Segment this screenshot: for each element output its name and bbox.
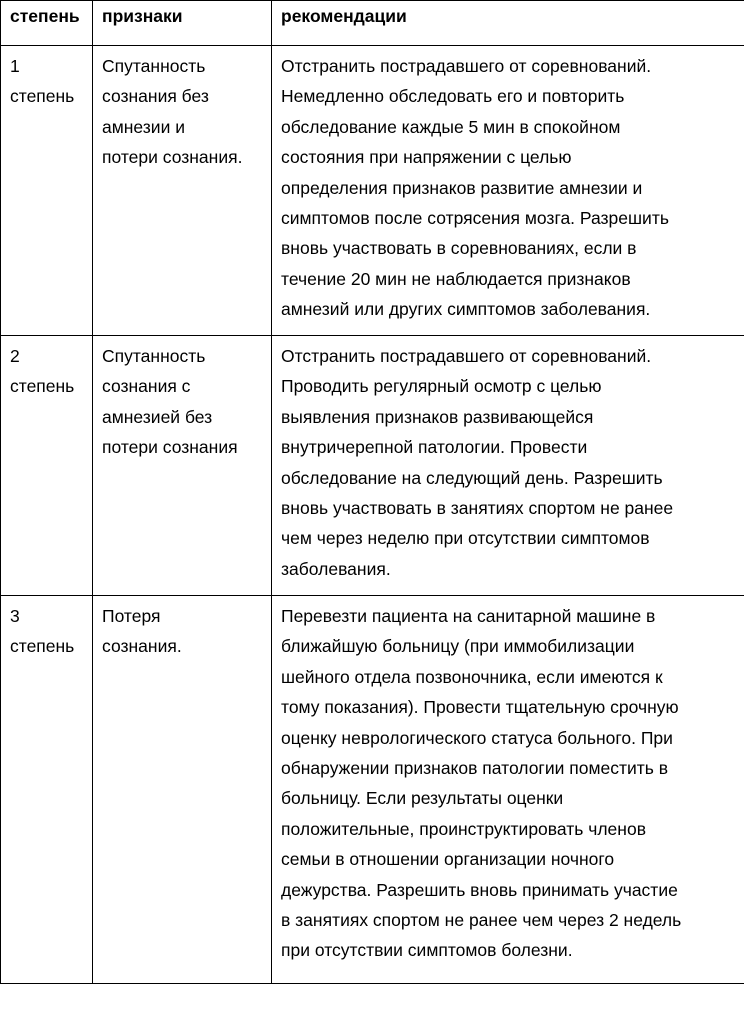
table-row xyxy=(1,336,744,596)
signs-cell: Потеря сознания. xyxy=(93,596,272,984)
header-grade: степень xyxy=(1,1,93,46)
signs-cell: Спутанность сознания с амнезией без потери сознания xyxy=(93,336,272,596)
table-header-row xyxy=(1,1,744,46)
header-recommendations: рекомендации xyxy=(272,1,744,46)
table-row xyxy=(1,46,744,336)
grade-cell: 3 степень xyxy=(1,596,93,984)
grade-cell: 2 степень xyxy=(1,336,93,596)
header-signs: признаки xyxy=(93,1,272,46)
table-row xyxy=(1,596,744,984)
grade-cell: 1 степень xyxy=(1,46,93,336)
signs-cell: Спутанность сознания без амнезии и потери сознания. xyxy=(93,46,272,336)
recommendations-cell: Отстранить пострадавшего от соревнований. Проводить регулярный осмотр с целью выявления признаков развивающейся внутричерепной патологии. Провести обследование на следующий день. Разрешить вновь участвовать в занятиях спортом не ранее чем через неделю при отсутствии симптомов заболевания. xyxy=(272,336,744,596)
recommendations-cell: Перевезти пациента на санитарной машине в ближайшую больницу (при иммобилизации шейного отдела позвоночника, если имеются к тому показания). Провести тщательную срочную оценку неврологического статуса больного. При обнаружении признаков патологии поместить в больницу. Если результаты оценки положительные, проинструктировать членов семьи в отношении организации ночного дежурства. Разрешить вновь принимать участие в занятиях спортом не ранее чем через 2 недель при отсутствии симптомов болезни. xyxy=(272,596,744,984)
recommendations-cell: Отстранить пострадавшего от соревнований. Немедленно обследовать его и повторить обследование каждые 5 мин в спокойном состояния при напряжении с целью определения признаков развитие амнезии и симптомов после сотрясения мозга. Разрешить вновь участвовать в соревнованиях, если в течение 20 мин не наблюдается признаков амнезий или других симптомов заболевания. xyxy=(272,46,744,336)
